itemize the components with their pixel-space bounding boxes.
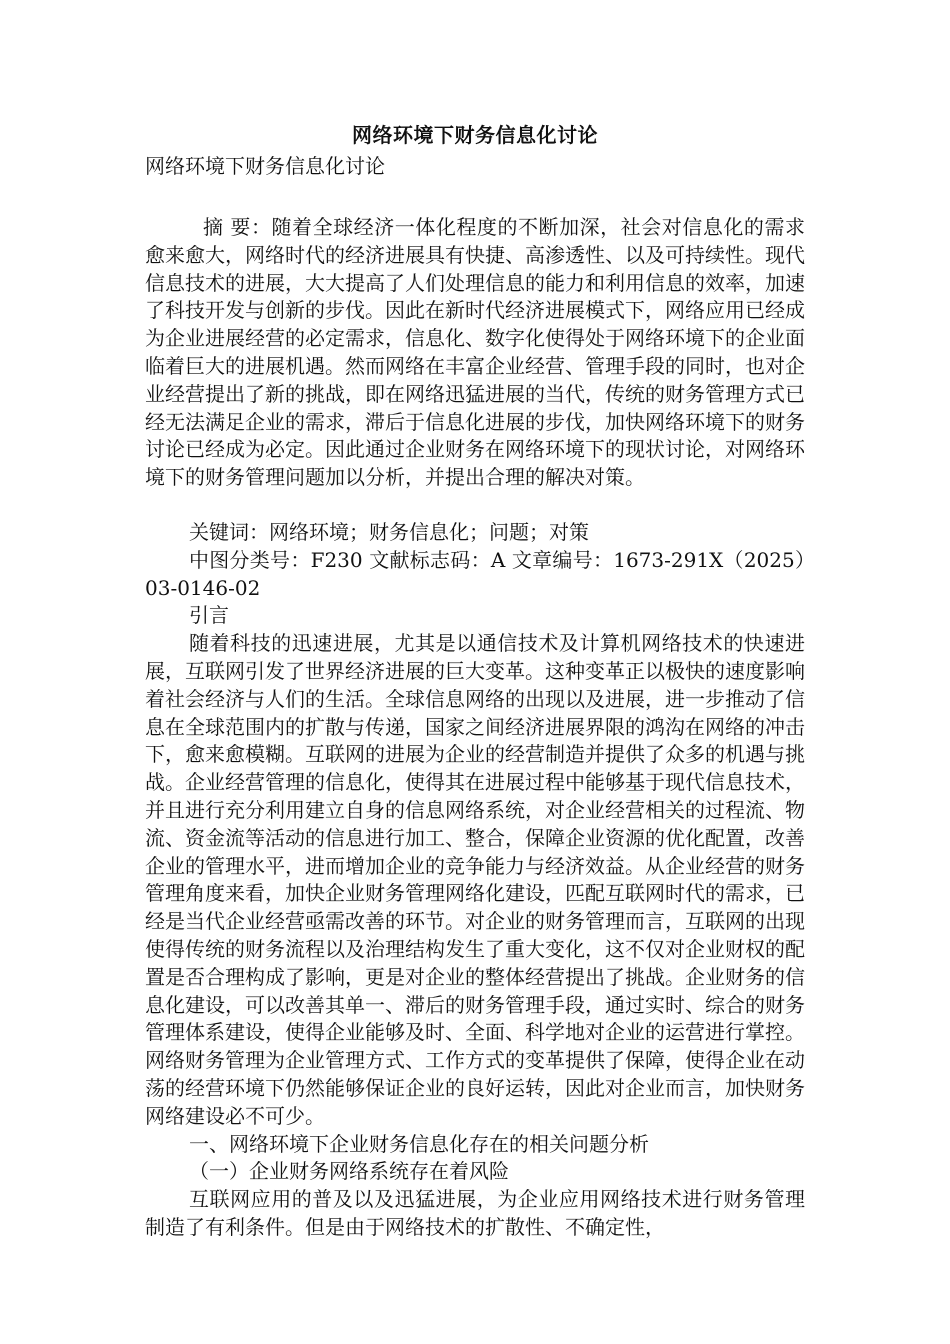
document-page — [145, 118, 805, 1242]
abstract-paragraph: 摘 要：随着全球经济一体化程度的不断加深，社会对信息化的需求愈来愈大，网络时代的经济进展具有快捷、高渗透性、以及可持续性。现代信息技术的进展，大大提高了人们处理信息的能力和利用信息的效率，加速了科技开发与创新的步伐。因此在新时代经济进展模式下，网络应用已经成为企业进展经营的必定需求，信息化、数字化使得处于网络环境下的企业面临着巨大的进展机遇。然而网络在丰富企业经营、管理手段的同时，也对企业经营提出了新的挑战，即在网络迅猛进展的当代，传统的财务管理方式已经无法满足企业的需求，滞后于信息化进展的步伐，加快网络环境下的财务讨论已经成为必定。因此通过企业财务在网络环境下的现状讨论，对网络环境下的财务管理问题加以分析，并提出合理的解决对策。 — [145, 215, 805, 490]
intro-paragraph: 随着科技的迅速进展，尤其是以通信技术及计算机网络技术的快速进展，互联网引发了世界经济进展的巨大变革。这种变革正以极快的速度影响着社会经济与人们的生活。全球信息网络的出现以及进展，进一步推动了信息在全球范围内的扩散与传递，国家之间经济进展界限的鸿沟在网络的冲击下，愈来愈模糊。互联网的进展为企业的经营制造并提供了众多的机遇与挑战。企业经营管理的信息化，使得其在进展过程中能够基于现代信息技术，并且进行充分利用建立自身的信息网络系统，对企业经营相关的过程流、物流、资金流等活动的信息进行加工、整合，保障企业资源的优化配置，改善企业的管理水平，进而增加企业的竞争能力与经济效益。从企业经营的财务管理角度来看，加快企业财务管理网络化建设，匹配互联网时代的需求，已经是当代企业经营亟需改善的环节。对企业的财务管理而言，互联网的出现使得传统的财务流程以及治理结构发生了重大变化，这不仅对企业财权的配置是否合理构成了影响，更是对企业的整体经营提出了挑战。企业财务的信息化建设，可以改善其单一、滞后的财务管理手段，通过实时、综合的财务管理体系建设，使得企业能够及时、全面、科学地对企业的运营进行掌控。网络财务管理为企业管理方式、工作方式的变革提供了保障，使得企业在动荡的经营环境下仍然能够保证企业的良好运转，因此对企业而言，加快财务网络建设必不可少。 — [145, 631, 805, 1128]
section-heading: 一、网络环境下企业财务信息化存在的相关问题分析 — [189, 1131, 649, 1156]
document-title: 网络环境下财务信息化讨论 — [352, 123, 598, 147]
spacer — [145, 180, 805, 214]
spacer — [145, 492, 805, 519]
intro-heading: 引言 — [189, 603, 229, 628]
subsection-heading: （一）企业财务网络系统存在着风险 — [189, 1159, 509, 1184]
document-subtitle: 网络环境下财务信息化讨论 — [145, 154, 385, 178]
keywords-line: 关键词：网络环境；财务信息化；问题；对策 — [189, 519, 589, 544]
subsection-paragraph: 互联网应用的普及以及迅猛进展，为企业应用网络技术进行财务管理制造了有利条件。但是由于网络技术的扩散性、不确定性， — [145, 1187, 805, 1239]
classification-line: 中图分类号：F230 文献标志码：A 文章编号：1673-291X（2025）03-0146-02 — [145, 547, 805, 600]
